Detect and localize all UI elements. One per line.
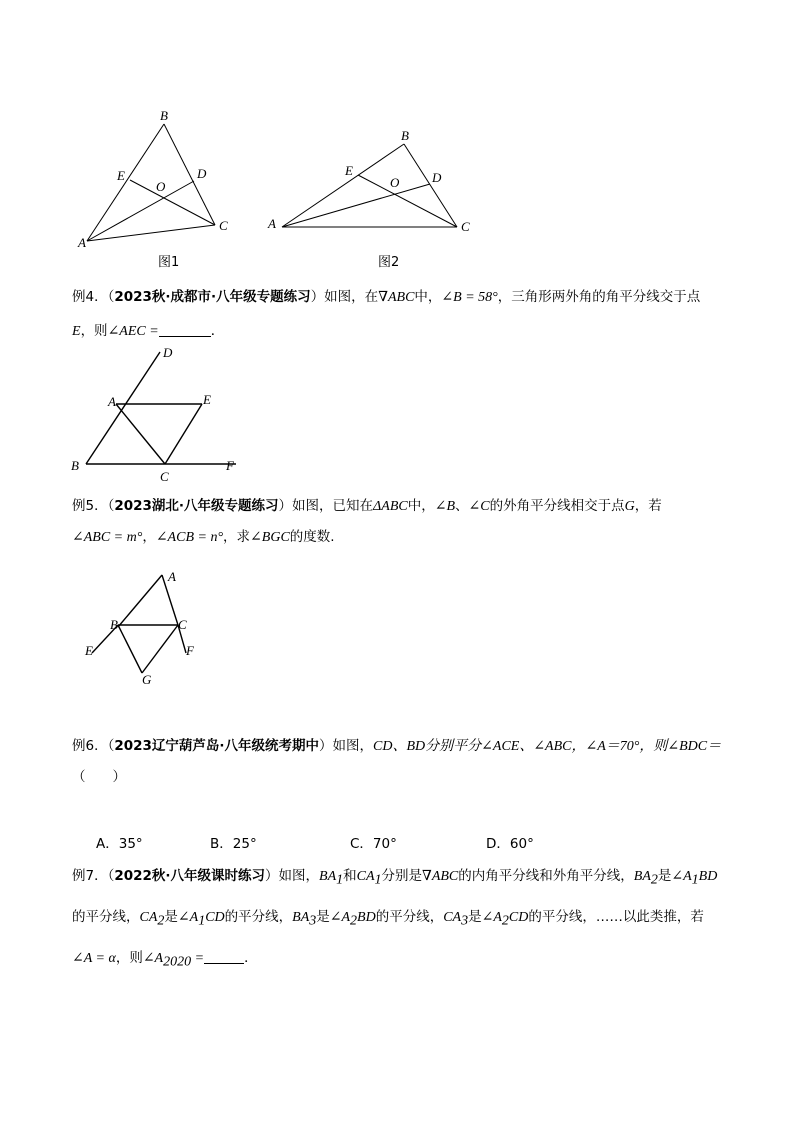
ex4-label-d: D (163, 345, 173, 360)
answer-blank (204, 949, 244, 964)
example-5-line-2: ∠ABC = m°，∠ACB = n°，求∠BGC的度数. (72, 529, 335, 545)
fig2-caption: 图2 (378, 255, 400, 270)
ex4-label-f: F (226, 458, 234, 473)
ex5-label-c: C (178, 617, 187, 632)
example-6-line-1: 例6．（2023辽宁葫芦岛·八年级统考期中）如图，CD、BD分别平分∠ACE、∠ABC，∠A＝70°，则∠BDC＝ (72, 738, 722, 754)
ex5-label-g: G (142, 672, 152, 687)
option-c[interactable]: C．70° (350, 836, 397, 852)
example-6-line-2: （ ） (72, 769, 126, 785)
example-7-line-3: ∠A = α，则$\angle A_{2020}$ = ． (72, 950, 258, 970)
fig2-label-d: D (432, 170, 442, 185)
fig2-label-c: C (461, 219, 470, 234)
fig1-label-c: C (219, 218, 228, 233)
fig1-label-d: D (197, 166, 207, 181)
ex5-label-a: A (168, 569, 176, 584)
fig1-label-o: O (156, 179, 166, 194)
example-4-line-1: 例4．（2023秋·成都市·八年级专题练习）如图，在∇ABC中，∠B = 58°，三角形两外角的角平分线交于点 (72, 289, 701, 305)
example-7-line-1: 例7．（2022秋·八年级课时练习）如图，$BA_1$和$CA_1$分别是∇ABC的内角平分线和外角平分线，$BA_2$是$\angle A_1BD$ (72, 868, 718, 888)
option-a[interactable]: A．35° (96, 836, 143, 852)
fig1-label-a: A (78, 235, 86, 250)
answer-blank (159, 322, 211, 337)
example-4-line-2: E，则∠AEC = ． (72, 323, 225, 339)
fig2-label-a: A (268, 216, 276, 231)
example-7-line-2: 的平分线，$CA_2$是$\angle A_1CD$的平分线，$BA_3$是$\angle A_2BD$的平分线，$CA_3$是$\angle A_2CD$的平分线，……以此类推，若 (72, 909, 704, 929)
example-5-line-1: 例5．（2023湖北·八年级专题练习）如图，已知在ΔABC中，∠B、∠C的外角平分线相交于点G，若 (72, 498, 662, 514)
example-5-figure (80, 565, 210, 690)
example-4-figure (64, 342, 254, 482)
fig1-caption: 图1 (158, 255, 180, 270)
ex4-label-a: A (108, 394, 116, 409)
ex5-label-f: F (186, 643, 194, 658)
option-d[interactable]: D．60° (486, 836, 534, 852)
fig2-label-b: B (401, 128, 409, 143)
option-b[interactable]: B．25° (210, 836, 257, 852)
ex4-label-e: E (203, 392, 211, 407)
fig1-label-b: B (160, 108, 168, 123)
fig2-label-e: E (345, 163, 353, 178)
ex5-label-b: B (110, 617, 118, 632)
fig2-label-o: O (390, 175, 400, 190)
ex4-label-c: C (160, 469, 169, 482)
fig1-label-e: E (117, 168, 125, 183)
ex4-label-b: B (71, 458, 79, 473)
ex5-label-e: E (85, 643, 93, 658)
figure-1 (70, 100, 240, 275)
figure-2 (262, 120, 482, 275)
